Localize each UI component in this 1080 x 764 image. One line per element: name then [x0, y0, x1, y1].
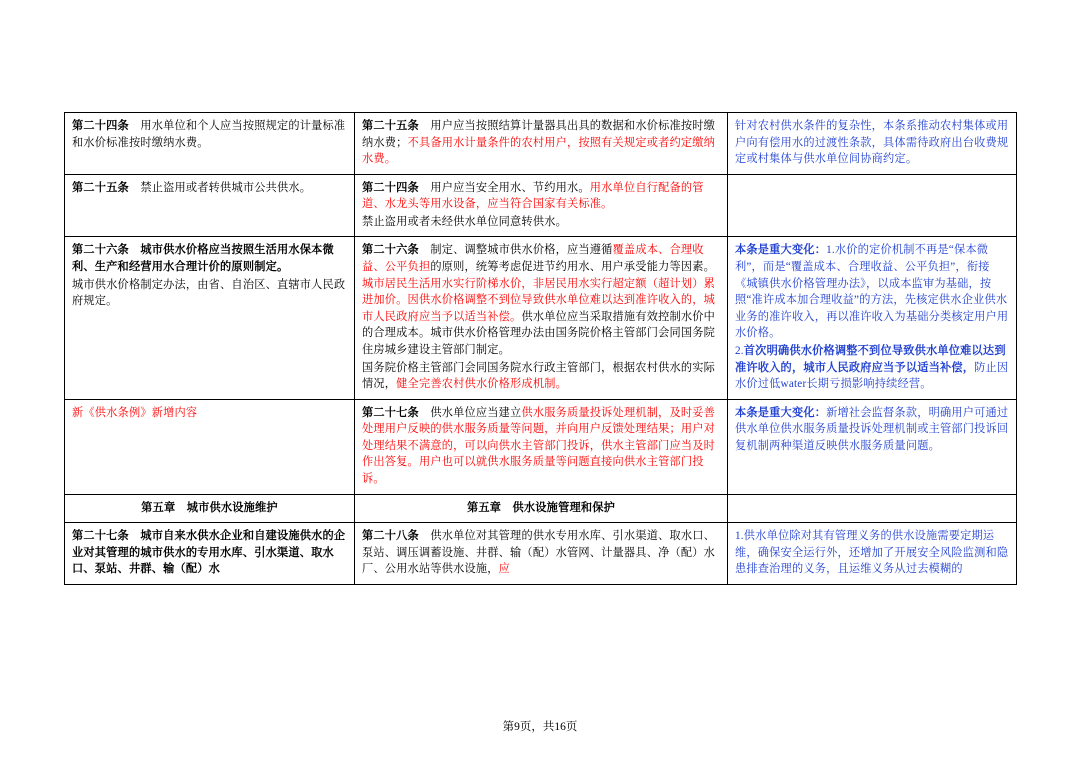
text-run: 禁止盗用或者转供城市公共供水。 [128, 181, 312, 194]
cell-comment [728, 174, 1017, 237]
text-run: 1.供水单位除对其有管理义务的供水设施需要定期运维，确保安全运行外，还增加了开展安全风险监测和隐患排查治理的义务，且运维义务从过去模糊的 [735, 530, 1009, 576]
paragraph [735, 242, 1009, 341]
text-run: 的原则，统筹考虑促进节约用水、用户承受能力等因素。 [430, 261, 716, 274]
text-run: 1.水价的定价机制不再是“保本微利”，而是“覆盖成本、合理收益、公平负担”，衔接《城镇供水价格管理办法》，以成本监审为基础，按照“准许成本加合理收益”的方法，先核定供水企业供水业务的准许收入，再以准许收入为基础分类核定用户用水价格。 [735, 244, 1009, 340]
text-run: 用户应当按照结算计量器具出具的数据和水价标准按时缴纳水费； [362, 120, 716, 149]
text-run: 制定、调整城市供水价格，应当遵循 [418, 244, 613, 257]
text-run: 不具备用水计量条件的农村用户，按照有关规定或者约定缴纳水费。 [362, 136, 716, 166]
paragraph [72, 180, 347, 197]
text-run: 供水服务质量投诉处理机制，及时妥善处理用户反映的供水服务质量等问题，并向用户反馈处理结果；用户对处理结果不满意的，可以向供水主管部门投诉，供水主管部门应当及时作出答复。用户也可以就供水服务质量等问题直接向供水主管部门投诉。 [362, 406, 716, 485]
paragraph [72, 242, 347, 275]
paragraph [735, 118, 1009, 168]
text-run: 城市居民生活用水实行阶梯水价，非居民用水实行超定额（超计划）累进加价。因供水价格调整不到位导致供水单位难以达到准许收入的，城市人民政府应当予以适当补偿。 [362, 277, 716, 323]
cell-new-regulation [355, 494, 728, 523]
paragraph [362, 214, 720, 231]
text-run: 针对农村供水条件的复杂性，本条系推动农村集体或用户向有偿用水的过渡性条款，具体需待政府出台收费规定或村集体与供水单位间协商约定。 [735, 120, 1009, 166]
paragraph [362, 242, 720, 358]
text-run: 第二十六条 [72, 244, 129, 257]
table-row [65, 237, 1017, 399]
cell-old-regulation [65, 237, 355, 399]
cell-old-regulation [65, 399, 355, 494]
text-run: 新《供水条例》新增内容 [72, 406, 198, 419]
text-run: 供水单位对其管理的供水专用水库、引水渠道、取水口、泵站、调压调蓄设施、井群、输（配）水管网、计量器具、净（配）水厂、公用水站等供水设施， [362, 530, 716, 576]
cell-comment [728, 237, 1017, 399]
cell-new-regulation [355, 174, 728, 237]
cell-old-regulation [65, 174, 355, 237]
paragraph [735, 528, 1009, 578]
text-run: 城市自来水供水企业和自建设施供水的企业对其管理的城市供水的专用水库、引水渠道、取水口、泵站、井群、输（配）水 [72, 530, 346, 576]
paragraph [362, 180, 720, 213]
text-run: 城市供水价格制定办法，由省、自治区、直辖市人民政府规定。 [72, 278, 346, 308]
text-run: 2. [735, 344, 744, 357]
text-run: 第二十五条 [362, 120, 419, 132]
cell-new-regulation [355, 113, 728, 175]
text-run: 应 [498, 563, 511, 576]
cell-new-regulation [355, 237, 728, 399]
text-run: 供水单位应当建立 [418, 406, 522, 419]
page-footer: 第9页，共16页 [502, 721, 578, 733]
paragraph [362, 500, 720, 517]
table-row [65, 494, 1017, 523]
text-run: 用水单位自行配备的管道、水龙头等用水设备，应当符合国家有关标准。 [362, 181, 704, 211]
text-run: 禁止盗用或者未经供水单位同意转供水。 [362, 215, 567, 228]
table-row [65, 399, 1017, 494]
cell-old-regulation [65, 113, 355, 175]
cell-old-regulation [65, 494, 355, 523]
text-run: 第二十七条 [362, 406, 419, 419]
table-row [65, 113, 1017, 175]
table-row [65, 174, 1017, 237]
cell-comment [728, 113, 1017, 175]
text-run: 覆盖成本、合理收益、公平负担 [362, 244, 704, 274]
text-run: 防止因水价过低water长期亏损影响持续经营。 [735, 361, 1009, 391]
cell-new-regulation [355, 523, 728, 585]
text-run: 供水单位应当采取措施有效控制水价中的合理成本。城市供水价格管理办法由国务院价格主管部门会同国务院住房城乡建设主管部门制定。 [362, 310, 716, 356]
paragraph [72, 500, 347, 517]
paragraph [735, 405, 1009, 455]
text-run: 第五章 供水设施管理和保护 [466, 501, 616, 514]
cell-comment [728, 494, 1017, 523]
text-run: 第二十八条 [362, 530, 419, 543]
cell-comment [728, 523, 1017, 585]
text-run: 第二十七条 [72, 530, 129, 543]
text-run: 新增社会监督条款，明确用户可通过供水单位供水服务质量投诉处理机制或主管部门投诉回复机制两种渠道反映供水服务质量问题。 [735, 406, 1009, 452]
text-run: 健全完善农村供水价格形成机制。 [396, 378, 567, 391]
cell-new-regulation [355, 399, 728, 494]
text-run: 用户应当安全用水、节约用水。 [418, 181, 590, 194]
text-run: 第二十六条 [362, 244, 419, 257]
text-run: 第五章 城市供水设施维护 [141, 501, 278, 514]
comparison-table [64, 112, 1017, 585]
text-run: 本条是重大变化： [735, 406, 827, 419]
cell-old-regulation [65, 523, 355, 585]
cell-comment [728, 399, 1017, 494]
text-run: 国务院价格主管部门会同国务院水行政主管部门，根据农村供水的实际情况， [362, 361, 716, 391]
text-run: 第二十五条 [72, 181, 129, 194]
text-run: 第二十四条 [72, 120, 129, 132]
table-body [65, 113, 1017, 585]
table-row [65, 523, 1017, 585]
paragraph [72, 277, 347, 310]
paragraph [362, 360, 720, 393]
text-run: 城市供水价格应当按照生活用水保本微利、生产和经营用水合理计价的原则制定。 [72, 244, 334, 274]
paragraph [362, 118, 720, 168]
text-run: 第二十四条 [362, 181, 419, 194]
paragraph [72, 528, 347, 578]
paragraph [72, 405, 347, 422]
paragraph [362, 405, 720, 488]
text-run: 本条是重大变化： [735, 244, 827, 257]
paragraph [72, 118, 347, 151]
paragraph [735, 343, 1009, 393]
text-run: 用水单位和个人应当按照规定的计量标准和水价标准按时缴纳水费。 [72, 120, 346, 149]
text-run: 首次明确供水价格调整不到位导致供水单位难以达到准许收入的，城市人民政府应当予以适当补偿， [735, 344, 1006, 374]
paragraph [362, 528, 720, 578]
